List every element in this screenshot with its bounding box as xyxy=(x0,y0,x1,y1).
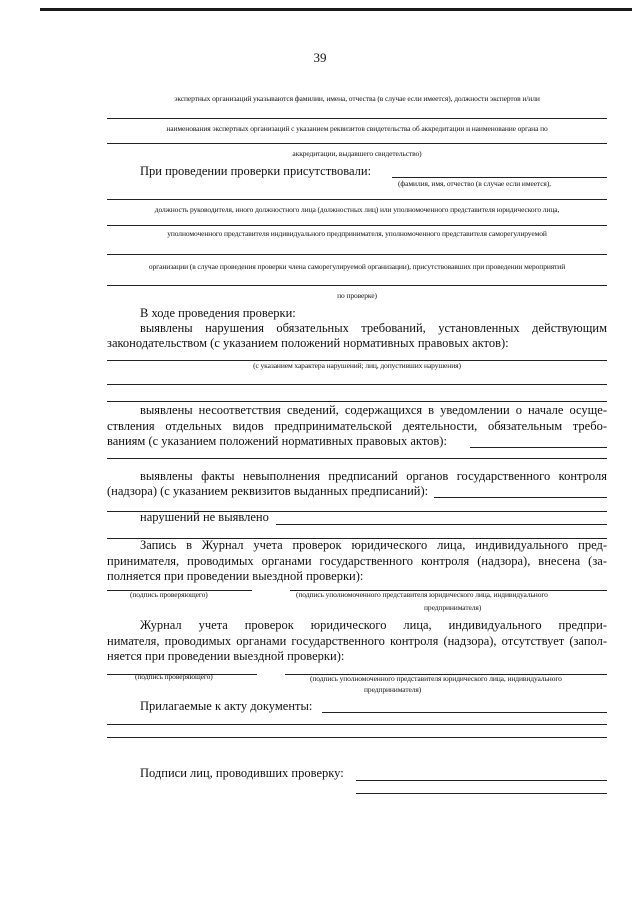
presence-fill-line[interactable] xyxy=(392,177,607,178)
signatures-label: Подписи лиц, проводивших проверку: xyxy=(140,766,344,780)
violations-line-2: законодательством (с указанием положений нормативных правовых актов): xyxy=(107,336,509,350)
inconsistency-line-2: ствления отдельных видов предпринимательской деятельности, обязательным требо- xyxy=(107,419,607,433)
inconsistency-line-1: выявлены несоответствия сведений, содержащихся в уведомлении о начале осуще- xyxy=(140,403,607,417)
attachments-fill-line[interactable] xyxy=(322,712,607,713)
inconsistency-line-3: ваниям (с указанием положений нормативных правовых актов): xyxy=(107,434,447,448)
representative-signature-caption-1: (подпись уполномоченного представителя юридического лица, индивидуального xyxy=(296,590,548,599)
expert-caption-1: экспертных организаций указываются фамилии, имена, отчества (в случае если имеется), должности экспертов и/или xyxy=(107,94,607,103)
presence-caption-4: организации (в случае проведения проверки члена саморегулируемой организации), присутствовавших при проведении мероприятий xyxy=(148,262,566,271)
journal-absent-line-1: Журнал учета проверок юридического лица, индивидуального предпри- xyxy=(140,618,607,632)
presence-caption-3: уполномоченного представителя индивидуального предпринимателя, уполномоченного представителя саморегулируемой xyxy=(167,229,547,238)
journal-absent-line-3: няется при проведении выездной проверки): xyxy=(107,649,345,663)
attachments-label: Прилагаемые к акту документы: xyxy=(140,699,313,713)
fill-line xyxy=(107,199,607,200)
presence-caption-5: по проверке) xyxy=(337,291,377,300)
fill-line xyxy=(107,285,607,286)
journal-entry-line-2: принимателя, проводимых органами государственного контроля (надзора), внесена (за- xyxy=(107,554,607,568)
inspector-signature-caption: (подпись проверяющего) xyxy=(130,590,208,599)
nonfulfillment-line-1: выявлены факты невыполнения предписаний органов государственного контроля xyxy=(140,469,607,483)
nonfulfillment-line-2: (надзора) (с указанием реквизитов выданных предписаний): xyxy=(107,484,429,498)
fill-line xyxy=(107,143,607,144)
expert-caption-2: наименования экспертных организаций с указанием реквизитов свидетельства об аккредитации и наименование органа по xyxy=(166,124,548,133)
signatures-fill-line[interactable] xyxy=(356,780,607,781)
no-violations-label: нарушений не выявлено xyxy=(140,510,269,524)
nonfulfillment-fill-line[interactable] xyxy=(434,497,607,498)
violations-caption: (с указанием характера нарушений; лиц, допустивших нарушения) xyxy=(253,361,461,370)
presence-caption-2: должность руководителя, иного должностного лица (должностных лиц) или уполномоченного представителя юридического лица, xyxy=(154,205,560,214)
fill-line xyxy=(107,384,607,385)
violations-line-1: выявлены нарушения обязательных требований, установленных действующим xyxy=(140,321,607,335)
journal-absent-line-2: нимателя, проводимых органами государственного контроля (надзора), отсутствует (запол- xyxy=(107,634,607,648)
inspector-signature-caption: (подпись проверяющего) xyxy=(135,672,213,681)
fill-line xyxy=(107,225,607,226)
journal-entry-line-1: Запись в Журнал учета проверок юридического лица, индивидуального пред- xyxy=(140,538,607,552)
fill-line xyxy=(107,737,607,738)
representative-signature-caption-2: предпринимателя) xyxy=(424,603,482,612)
representative-signature-caption-1: (подпись уполномоченного представителя юридического лица, индивидуального xyxy=(310,674,562,683)
inconsistency-fill-line[interactable] xyxy=(470,447,607,448)
scan-top-border xyxy=(40,8,632,11)
fill-line xyxy=(107,254,607,255)
journal-entry-line-3: полняется при проведении выездной проверки): xyxy=(107,569,364,583)
signatures-fill-line[interactable] xyxy=(356,793,607,794)
presence-caption-1: (фамилия, имя, отчество (в случае если имеется), xyxy=(398,179,551,188)
fill-line xyxy=(107,118,607,119)
findings-heading: В ходе проведения проверки: xyxy=(140,306,296,320)
representative-signature-caption-2: предпринимателя) xyxy=(364,685,422,694)
fill-line xyxy=(107,458,607,459)
no-violations-fill-line[interactable] xyxy=(276,524,607,525)
presence-label: При проведении проверки присутствовали: xyxy=(140,164,372,178)
page-number: 39 xyxy=(313,50,327,65)
fill-line xyxy=(107,724,607,725)
expert-caption-3: аккредитации, выдавшего свидетельство) xyxy=(292,149,422,158)
